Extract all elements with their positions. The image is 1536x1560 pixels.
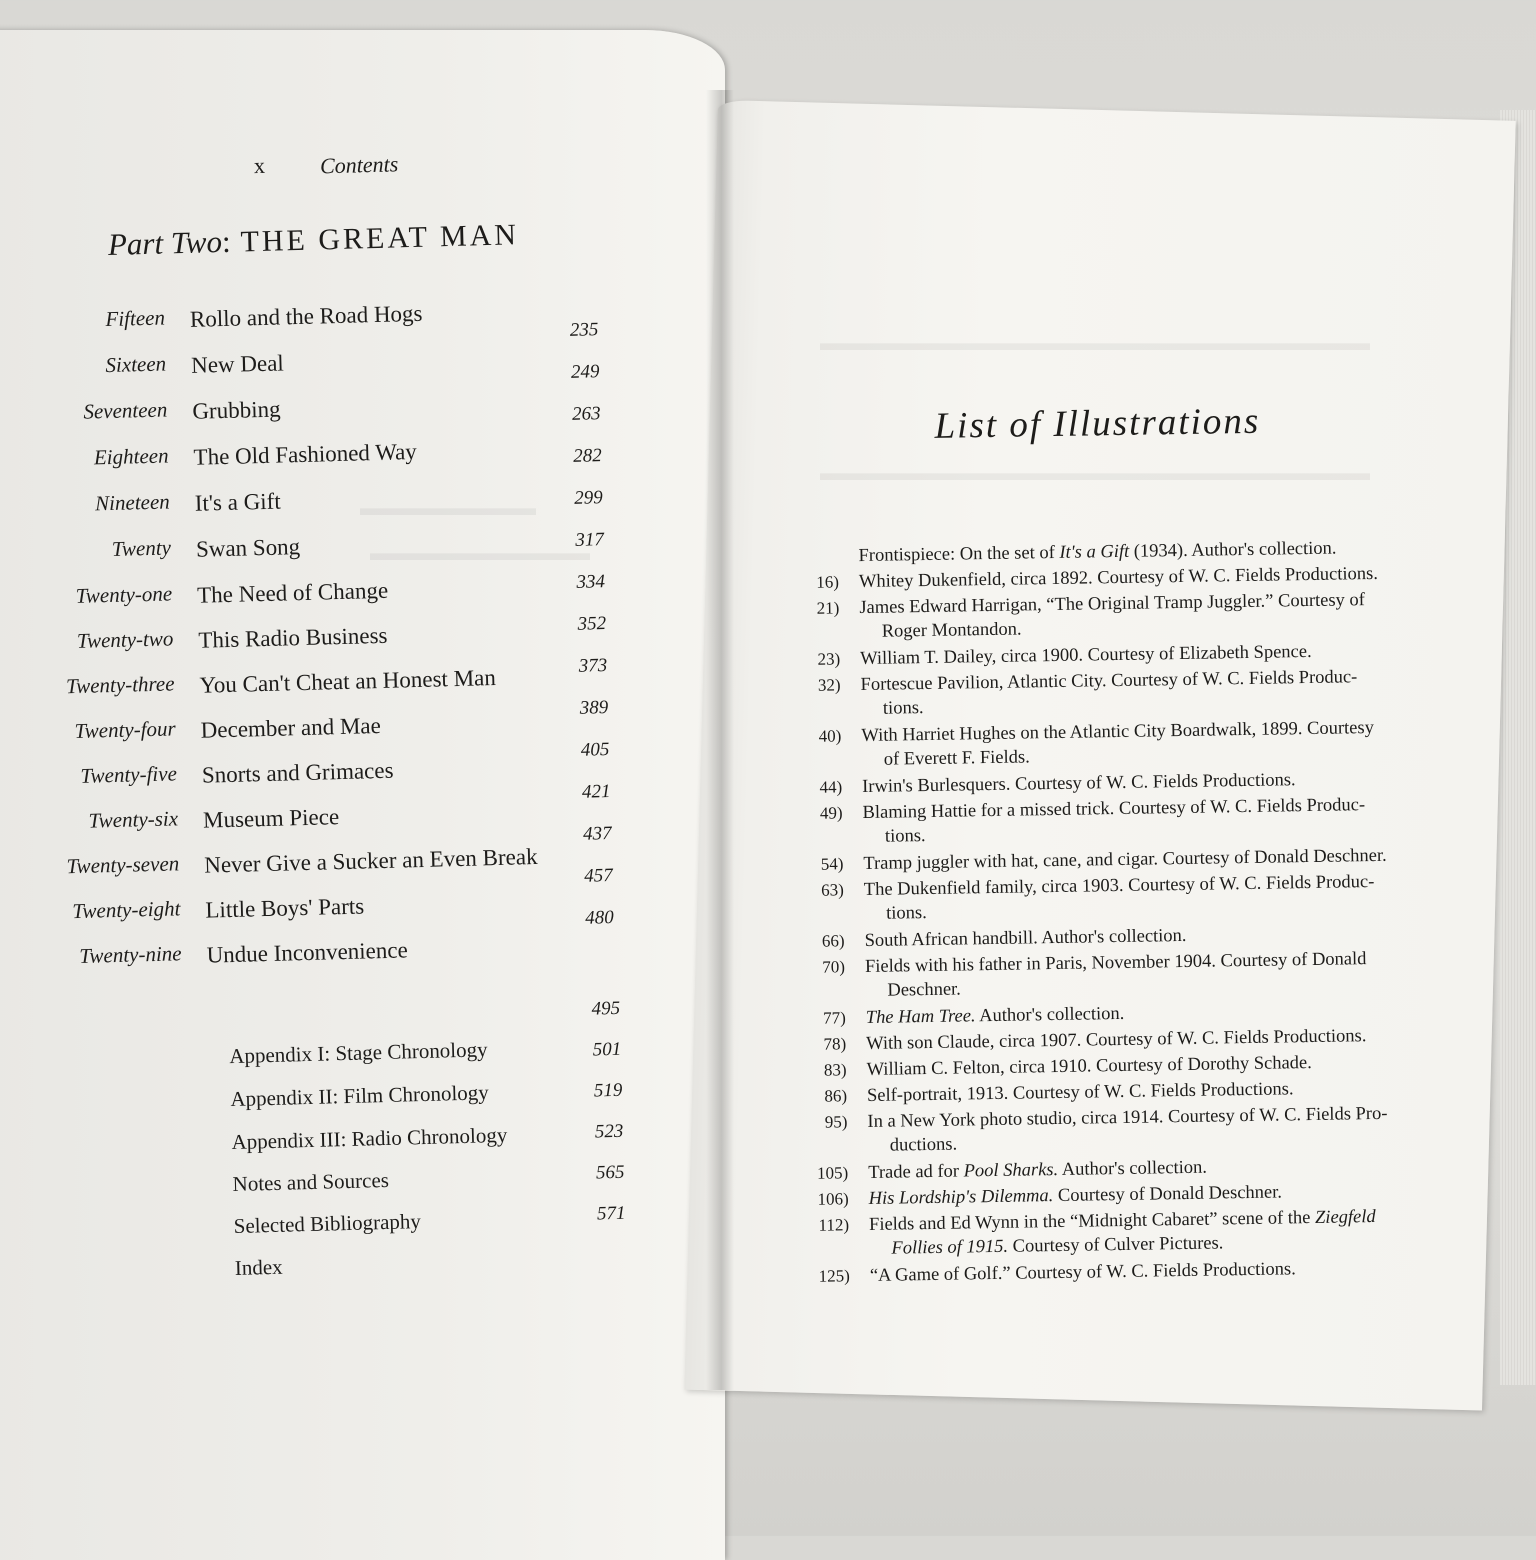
illustration-number: 23) (817, 649, 841, 669)
appendix-page-number: 495 (591, 997, 621, 1020)
appendix-page-number: 565 (595, 1161, 625, 1184)
chapter-number: Twenty (111, 535, 172, 561)
show-through-bleed: ▬▬▬▬▬▬▬▬ (360, 495, 536, 520)
illustration-number: 32) (817, 675, 841, 695)
caption-text: of Everett F. Fields. (883, 747, 1030, 770)
illustration-number: 83) (823, 1060, 847, 1080)
caption-text: tions. (882, 698, 924, 719)
chapter-page-number: 299 (574, 487, 604, 509)
frontispiece-text: Frontispiece: On the set of (858, 542, 1060, 567)
caption-text: Fields with his father in Paris, November 1904. Courtesy of Donald (864, 949, 1367, 978)
caption-text: Whitey Dukenfield, circa 1892. Courtesy of W. C. Fields Productions. (858, 563, 1379, 593)
appendix-title: Selected Bibliography (233, 1209, 422, 1239)
illustration-number: 70) (822, 957, 846, 977)
illustration-caption (865, 946, 1446, 1003)
illustration-number: 49) (819, 803, 843, 823)
caption-italic-title: The Ham Tree. (865, 1006, 976, 1029)
chapter-title: Snorts and Grimaces (201, 757, 394, 788)
illustration-caption (869, 1204, 1450, 1261)
show-through-bleed: ▬▬▬▬▬▬▬▬▬▬▬▬▬▬▬▬▬▬▬▬▬▬▬▬▬ (820, 330, 1370, 355)
appendix-title: Notes and Sources (232, 1167, 390, 1197)
chapter-number: Eighteen (93, 443, 169, 470)
caption-text: Tramp juggler with hat, cane, and cigar. Courtesy of Donald Deschner. (863, 845, 1387, 875)
illustration-number: 54) (820, 854, 844, 874)
chapter-page-number: 263 (571, 403, 601, 425)
chapter-page-number: 405 (580, 739, 610, 761)
illustration-number: 21) (816, 598, 840, 618)
chapter-number: Twenty-eight (72, 896, 181, 924)
caption-text: Fields and Ed Wynn in the “Midnight Cabaret” scene of the (868, 1207, 1316, 1235)
page-folio: x (253, 152, 266, 179)
illustration-number: 105) (816, 1163, 849, 1183)
appendix-title: Appendix II: Film Chronology (230, 1080, 490, 1112)
caption-italic-title: Follies of 1915. (891, 1236, 1009, 1259)
caption-text: In a New York photo studio, circa 1914. Courtesy of W. C. Fields Pro- (867, 1103, 1388, 1132)
caption-text: ductions. (889, 1134, 958, 1156)
illustration-number: 106) (817, 1189, 849, 1209)
caption-text: Roger Montandon. (881, 619, 1022, 642)
chapter-number: Twenty-nine (79, 941, 182, 968)
part-heading: Part Two: THE GREAT MAN (107, 218, 520, 262)
chapter-number: Twenty-three (65, 671, 175, 699)
illustration-caption (864, 869, 1445, 926)
appendix-title: Appendix III: Radio Chronology (231, 1122, 508, 1155)
illustration-number: 44) (819, 777, 843, 797)
illustration-caption (870, 1255, 1450, 1288)
part-label: Part Two (107, 223, 223, 262)
illustration-caption (867, 1101, 1448, 1158)
chapter-page-number: 389 (579, 697, 609, 719)
appendix-page-number: 523 (594, 1120, 624, 1143)
caption-text: tions. (886, 903, 927, 924)
illustration-number: 95) (824, 1112, 848, 1132)
illustration-caption (861, 715, 1442, 772)
chapter-page-number: 249 (570, 361, 600, 383)
running-head: Contents (319, 151, 399, 179)
chapter-number: Twenty-two (76, 626, 174, 653)
caption-text: William T. Dailey, circa 1900. Courtesy of Elizabeth Spence. (860, 641, 1312, 670)
show-through-bleed: ▬▬▬▬▬▬▬▬▬▬▬▬▬▬▬▬▬▬▬▬▬▬▬▬▬ (820, 460, 1370, 485)
chapter-number: Twenty-seven (66, 851, 180, 879)
illustration-number: 78) (823, 1034, 847, 1054)
illustration-number: 112) (818, 1215, 850, 1235)
chapter-title: Rollo and the Road Hogs (189, 300, 423, 332)
caption-text: Author's collection. (975, 1003, 1125, 1027)
chapter-number: Fifteen (105, 305, 166, 332)
chapter-title: Little Boys' Parts (205, 893, 365, 923)
chapter-title: Museum Piece (202, 804, 340, 833)
frontispiece-credit: (1934). Author's collection. (1129, 538, 1337, 562)
chapter-title: The Old Fashioned Way (193, 438, 418, 470)
chapter-number: Twenty-six (88, 806, 179, 833)
chapter-page-number: 373 (578, 655, 608, 677)
chapter-page-number: 480 (585, 906, 615, 929)
chapter-page-number: 352 (577, 613, 607, 635)
chapter-page-number: 235 (569, 319, 599, 341)
chapter-title: The Need of Change (196, 577, 389, 608)
caption-text: Irwin's Burlesquers. Courtesy of W. C. Fields Productions. (862, 770, 1296, 798)
chapter-title: This Radio Business (198, 622, 388, 653)
illustration-number: 77) (822, 1008, 846, 1028)
chapter-title: December and Mae (200, 712, 382, 743)
chapter-number: Sixteen (105, 351, 167, 378)
illustration-number: 125) (818, 1266, 851, 1286)
chapter-page-number: 282 (572, 445, 602, 467)
appendix-title: Index (234, 1254, 283, 1280)
chapter-number: Twenty-one (75, 581, 173, 608)
chapter-page-number: 437 (582, 822, 612, 845)
caption-text: Courtesy of Donald Deschner. (1053, 1182, 1283, 1207)
illustration-caption (859, 587, 1440, 644)
part-title: THE GREAT MAN (240, 218, 520, 259)
chapter-number: Twenty-five (80, 761, 178, 788)
chapter-title: Grubbing (192, 396, 281, 424)
caption-italic-title: Ziegfeld (1314, 1207, 1376, 1228)
caption-text: The Dukenfield family, circa 1903. Courtesy of W. C. Fields Produc- (863, 872, 1375, 901)
chapter-number: Seventeen (83, 397, 168, 424)
caption-text: “A Game of Golf.” Courtesy of W. C. Fields Productions. (869, 1259, 1296, 1286)
caption-text: Author's collection. (1058, 1157, 1208, 1181)
illustration-number: 40) (818, 726, 842, 746)
caption-italic-title: His Lordship's Dilemma. (868, 1186, 1054, 1209)
chapter-page-number: 421 (581, 781, 611, 803)
chapter-number: Twenty-four (74, 716, 176, 744)
chapter-title: Undue Inconvenience (206, 937, 409, 968)
chapter-title: You Can't Cheat an Honest Man (199, 664, 497, 698)
caption-text: Trade ad for (868, 1161, 964, 1183)
illustration-number: 16) (816, 572, 840, 592)
caption-text: William C. Felton, circa 1910. Courtesy of Dorothy Schade. (866, 1053, 1312, 1080)
caption-text: James Edward Harrigan, “The Original Tramp Juggler.” Courtesy of (859, 590, 1366, 619)
appendix-page-number: 519 (593, 1079, 623, 1102)
show-through-bleed: ▬▬▬▬▬▬▬▬▬▬ (370, 540, 590, 565)
caption-italic-title: Pool Sharks. (963, 1160, 1059, 1182)
caption-text: Self-portrait, 1913. Courtesy of W. C. Fields Productions. (866, 1079, 1294, 1106)
chapter-page-number: 457 (583, 864, 613, 887)
list-title: List of Illustrations (934, 400, 1261, 447)
caption-text: Fortescue Pavilion, Atlantic City. Courtesy of W. C. Fields Produc- (860, 667, 1358, 696)
appendix-title: Appendix I: Stage Chronology (228, 1037, 488, 1069)
chapter-title: Never Give a Sucker an Even Break (203, 843, 538, 878)
illustration-caption (862, 792, 1443, 849)
chapter-title: Swan Song (195, 534, 301, 562)
caption-text: Deschner. (887, 979, 962, 1001)
chapter-number: Nineteen (94, 489, 171, 516)
illustration-number: 86) (824, 1086, 848, 1106)
caption-text: tions. (884, 826, 926, 847)
appendix-page-number: 571 (596, 1202, 626, 1225)
chapter-title: It's a Gift (194, 488, 281, 516)
chapter-title: New Deal (190, 350, 285, 378)
caption-text: Blaming Hattie for a missed trick. Courtesy of W. C. Fields Produc- (862, 795, 1366, 824)
illustration-number: 66) (821, 931, 845, 951)
illustration-number: 63) (820, 880, 844, 900)
chapter-page-number: 317 (575, 529, 605, 551)
chapter-page-number: 334 (576, 571, 606, 593)
caption-text: Courtesy of Culver Pictures. (1007, 1233, 1224, 1257)
frontispiece-title: It's a Gift (1059, 541, 1130, 563)
appendix-page-number: 501 (592, 1038, 622, 1061)
illustration-caption (860, 664, 1441, 721)
caption-text: South African handbill. Author's collection. (864, 925, 1187, 952)
caption-text: With Harriet Hughes on the Atlantic City Boardwalk, 1899. Courtesy (861, 717, 1375, 747)
caption-text: With son Claude, circa 1907. Courtesy of W. C. Fields Productions. (866, 1026, 1367, 1055)
